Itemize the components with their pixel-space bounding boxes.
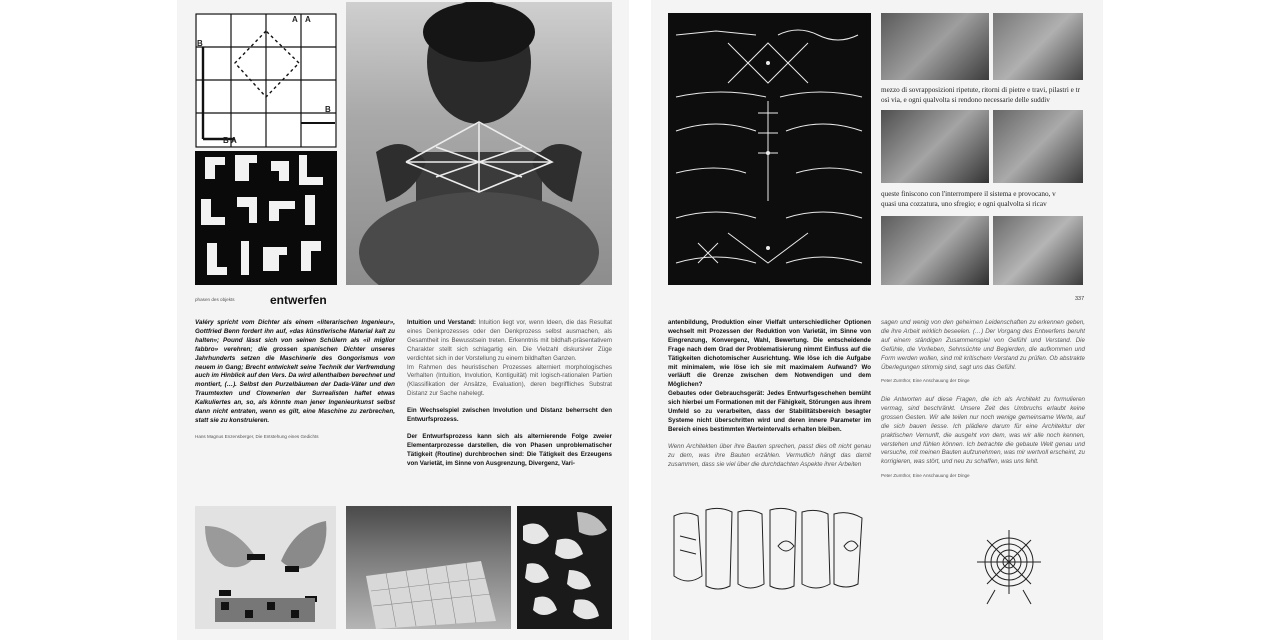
string-diagrams-image: [668, 13, 871, 285]
grid-marker: A: [292, 15, 298, 24]
quote-source: Peter Zumthor, Eine Anschauung der Dinge: [881, 378, 970, 383]
hand-shapes-photo: [517, 506, 612, 629]
bold-paragraph: Ein Wechselspiel zwischen Involution und Distanz beherrscht den Entwurfsprozess.: [407, 407, 612, 424]
bold-paragraph: Gebautes oder Gebrauchsgerät: Jedes Entwurfsgeschehen bemüht sich hierbei um Formationen mit der Fähigkeit, Störungen aus ihrem Umfeld so zu verarbeiten, dass der Stabilitätsbereich besagter Systeme nicht überschritten wird und deren innere Parameter im Bereich eines bestimmten Werteintervalls erhalten bleiben.: [668, 390, 871, 433]
body-paragraph: Intuition liegt vor, wenn Ideen, die das Resultat eines Denkprozesses oder den Denkprozess selbst ausmachen, als Gesamtheit ins Bewusstsein treten. Erkenntnis mit bildhaft-präsentativem Charakter stellt sich schlagartig ein. Die Vielzahl diskursiver Züge verdichtet sich in der Vorstellung zu einem bildhaften Ganzen.: [407, 319, 612, 362]
page-number: 337: [1075, 296, 1085, 302]
italian-text-line: mezzo di sovrapposizioni ripetute, ritorni di pietre e travi, pilastri e tr: [881, 86, 1080, 94]
body-paragraph: Im Rahmen des heuristischen Prozesses alterniert morphologisches Verhalten (Intuition, Involution, Kontiguität) mit logisch-rationalen Partien (Klassifikation der Ansätze, Evaluation), deren begriffliches Substrat Distanz zur Sache nahelegt.: [407, 363, 612, 398]
polyomino-pattern-svg: [195, 151, 337, 285]
hand-photo: [881, 216, 989, 285]
boy-photo-svg: [346, 2, 612, 285]
hand-photo: [993, 110, 1083, 183]
page-title: entwerfen: [270, 293, 327, 307]
bold-paragraph: Der Entwurfsprozess kann sich als alternierende Folge zweier Elementarprozesse darstellen, die von Phasen unproblematischer Tätigkeit (Routine) durchbrochen sind: Die Tätigkeit des Erzeugens von Varietät, im Sinne von Ausgrenzung, Divergenz, Vari-: [407, 432, 612, 467]
intro-source: Hans Magnus Enzensberger, Die Entstehung eines Gedichts: [195, 434, 319, 439]
section-label: phasen des objekts: [195, 297, 235, 302]
radial-target-svg: [977, 526, 1041, 610]
hand-photo: [993, 13, 1083, 80]
grid-marker: B: [197, 39, 203, 48]
hand-photo: [881, 110, 989, 183]
grid-marker: A: [231, 136, 237, 145]
string-diagrams-svg: [668, 13, 871, 285]
hands-blocks-photo: [195, 506, 336, 629]
hands-blocks-svg: [195, 506, 336, 629]
hand-shapes-svg: [517, 506, 612, 629]
coat-pattern-drawing: [668, 506, 871, 596]
polyomino-pattern-image: [195, 151, 337, 285]
quote-paragraph: Wenn Architekten über ihre Bauten sprechen, passt dies oft nicht genau zu dem, was ihre Bauten erzählen. Vermutlich hängt das damit zusammen, dass sie viel über die durchdachten Aspekte ihrer Arbeiten: [668, 442, 871, 468]
bold-paragraph: antenbildung, Produktion einer Vielfalt unterschiedlicher Optionen wechselt mit Prozessen der Reduktion von Varietät, im Sinne von Eingrenzung, Konvergenz, Wahl, Bewertung. Die entscheidende Frage nach dem Grad der Problematisierung nimmt Einfluss auf die Tätigkeiten dichotomischer Ausrichtung. Wie löse ich die Aufgabe mit minimalem, wie löse ich sie mit maximalem Aufwand? Wo verläuft die Grenze zwischen dem Notwendigen und dem Möglichen?: [668, 319, 871, 389]
italian-text-line: queste finiscono con l'interrompere il sistema e provocano, v: [881, 190, 1056, 198]
right-page: [651, 0, 1103, 640]
grid-marker: B: [325, 105, 331, 114]
grid-marker: A: [305, 15, 311, 24]
grid-diagram-svg: [195, 13, 337, 148]
italian-text-line: quasi una cozzatura, uno sfregio; e ogni qualvolta si ricav: [881, 200, 1047, 208]
intro-quote: Valéry spricht vom Dichter als einem «literarischen Ingenieur», Gottfried Benn fordert ihn auf, «das künstlerische Material kalt zu halten»; Pound lässt sich von seinen Schülern als «il miglior fabbro» verehren; die grossen spanischen Dichter unseres Jahrhunderts setzen die Maschinerie des Gongorismus von neuem in Gang; Brecht entwickelt seine Technik der Verfremdung auch im Hinblick auf den Vers. Da wird allenthalben berechnet und montiert, (…). Selbst den Purzelbäumen der Dada-Väter und den Traumtexten und Clownerien der Surrealisten haftet etwas Kalkuliertes an, so, als könnte man jener Ingenieurkunst selbst dann nicht entraten, wenn es gilt, eine Maschine zu zerbrechen, statt sie zu konstruieren.: [195, 319, 395, 424]
right-column-2-quote: Die Antworten auf diese Fragen, die ich als Architekt zu formulieren vermag, sind beschränkt. Unsere Zeit des Umbruchs erlaubt keine grossen Gesten. Wir alle teilen nur noch wenige gemeinsame Werte, auf die sich bauen liesse. Ich plädiere darum für eine Architektur der praktischen Vernunft, die ausgeht von dem, was wir alle noch kennen, verstehen und fühlen können. Ich betrachte die gebaute Welt genau und versuche, mit meinen Bauten aufzunehmen, was mir wertvoll erscheint, zu korrigieren, was stört, und neu zu schaffen, was uns fehlt.: [881, 396, 1085, 466]
left-column-2: [407, 319, 612, 477]
hand-photo: [993, 216, 1083, 285]
radial-target-drawing: [977, 526, 1041, 610]
lead-term: Intuition und Verstand:: [407, 319, 476, 326]
left-page: [177, 0, 629, 640]
outdoor-board-svg: [346, 506, 511, 629]
grid-marker: B: [223, 136, 229, 145]
hand-photo: [881, 13, 989, 80]
outdoor-board-photo: [346, 506, 511, 629]
right-column-1: [668, 319, 871, 478]
grid-diagram: [195, 13, 337, 148]
quote-source: Peter Zumthor, Eine Anschauung der Dinge: [881, 473, 970, 478]
coat-pattern-svg: [668, 506, 871, 596]
right-column-2-quote: sagen und wenig von den geheimen Leidenschaften zu erkennen geben, die ihre Arbeit wirklich beseelen. (…) Der Vorgang des Entwerfens beruht auf einem ständigen Zusammenspiel von Gefühl und Verstand. Die Gefühle, die Vorlieben, Sehnsüchte und Begierden, die aufkommen und Form werden wollen, sind mit kritischem Verstand zu prüfen. Ob abstrakte Überlegungen stimmig sind, sagt uns das Gefühl.: [881, 319, 1085, 371]
boy-string-figure-photo: [346, 2, 612, 285]
italian-text-line: osì via, e ogni qualvolta si rendono necessarie delle suddiv: [881, 96, 1050, 104]
